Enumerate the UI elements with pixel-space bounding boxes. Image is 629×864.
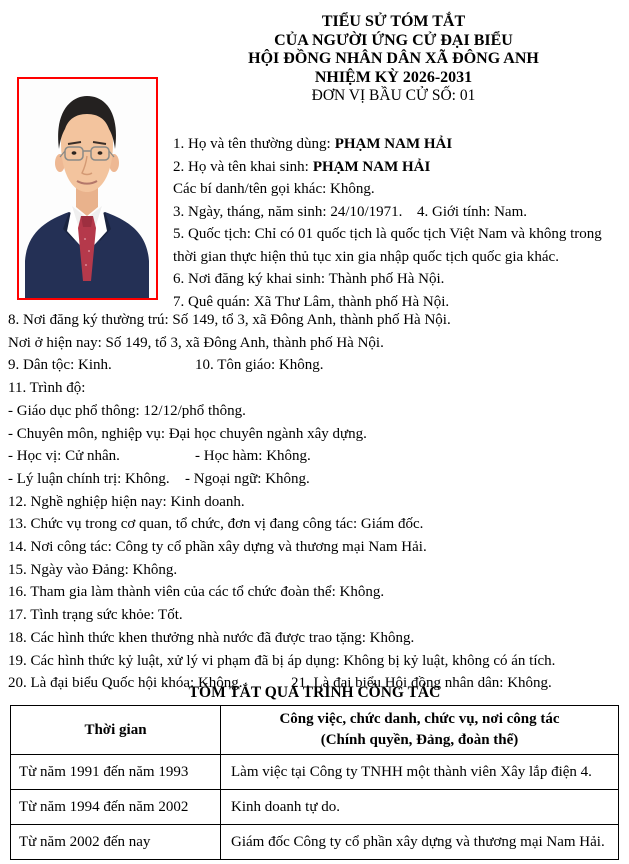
field-discipline: 19. Các hình thức kỷ luật, xử lý vi phạm đã bị áp dụng: Không bị kỷ luật, không có án tích.: [8, 652, 556, 669]
field-edu-academic-title: - Học hàm: Không.: [195, 448, 311, 465]
document-header: [158, 13, 629, 106]
field-ethnicity: 9. Dân tộc: Kinh.: [8, 357, 112, 374]
career-col-work-header-line1: Công việc, chức danh, chức vụ, nơi công tác: [279, 711, 560, 727]
career-summary-title: TÓM TẮT QUÁ TRÌNH CÔNG TÁC: [188, 684, 441, 701]
field-edu-foreign-language: - Ngoại ngữ: Không.: [185, 470, 310, 487]
candidate-portrait-illustration: [19, 79, 156, 298]
field-health: 17. Tình trạng sức khỏe: Tốt.: [8, 607, 183, 624]
field-name-birth-label: 2. Họ và tên khai sinh:: [173, 158, 309, 175]
career-table-header-row: [11, 706, 619, 755]
field-gender: 4. Giới tính: Nam.: [417, 203, 528, 220]
field-peoples-council: 21. Là đại biểu Hội đồng nhân dân: Không.: [291, 675, 552, 692]
field-edu-degree: - Học vị: Cử nhân.: [8, 448, 120, 465]
field-name-common-value: PHẠM NAM HẢI: [334, 136, 453, 152]
career-col-work-header: [221, 706, 619, 755]
field-nationality: 5. Quốc tịch: Chỉ có 01 quốc tịch là quốc tịch Việt Nam và không trong thời gian thực hiện thủ tục xin gia nhập quốc tịch quốc gia khác.: [173, 226, 602, 265]
career-row-3-work: Giám đốc Công ty cổ phần xây dựng và thương mại Nam Hải.: [221, 825, 619, 860]
field-permanent-residence: 8. Nơi đăng ký thường trú: Số 149, tổ 3, xã Đông Anh, thành phố Hà Nội.: [8, 312, 451, 328]
personal-info-full-width: [8, 309, 626, 695]
career-row-2-time: Từ năm 1994 đến năm 2002: [11, 790, 221, 825]
field-name-birth: [173, 156, 629, 179]
field-workplace: 14. Nơi công tác: Công ty cổ phần xây dựng và thương mại Nam Hải.: [8, 539, 427, 556]
career-summary-table: [10, 705, 619, 860]
personal-info-beside-photo: [173, 133, 629, 313]
field-party-join-date: 15. Ngày vào Đảng: Không.: [8, 561, 178, 578]
election-unit-line: ĐƠN VỊ BẦU CỬ SỐ: 01: [311, 87, 476, 104]
field-edu-politics-language: [8, 468, 626, 491]
field-current-residence: Nơi ở hiện nay: Số 149, tổ 3, xã Đông Anh, thành phố Hà Nội.: [8, 334, 384, 351]
field-birth-registration: 6. Nơi đăng ký khai sinh: Thành phố Hà Nội.: [173, 271, 445, 287]
header-title-line-1: TIỂU SỬ TÓM TẮT: [321, 13, 466, 30]
field-edu-degree-title: [8, 445, 626, 468]
career-col-time-header: Thời gian: [11, 706, 221, 755]
field-state-awards: 18. Các hình thức khen thưởng nhà nước đã được trao tặng: Không.: [8, 629, 415, 646]
candidate-photo: [17, 77, 158, 300]
career-row-1-time: Từ năm 1991 đến năm 1993: [11, 755, 221, 790]
table-row: [11, 755, 619, 790]
career-row-2-work: Kinh doanh tự do.: [221, 790, 619, 825]
field-alias: Các bí danh/tên gọi khác: Không.: [173, 181, 375, 197]
table-row: [11, 825, 619, 860]
field-name-birth-value: PHẠM NAM HẢI: [312, 158, 431, 175]
field-dob: 3. Ngày, tháng, năm sinh: 24/10/1971.: [173, 203, 403, 220]
header-title-line-4: NHIỆM KỲ 2026-2031: [314, 68, 473, 86]
field-edu-political-theory: - Lý luận chính trị: Không.: [8, 470, 170, 487]
field-name-common: [173, 133, 629, 156]
field-ethnicity-religion: [8, 354, 626, 377]
field-edu-professional: - Chuyên môn, nghiệp vụ: Đại học chuyên ngành xây dựng.: [8, 425, 367, 442]
field-religion: 10. Tôn giáo: Không.: [195, 357, 324, 374]
header-title-line-3: HỘI ĐỒNG NHÂN DÂN XÃ ĐÔNG ANH: [248, 50, 539, 67]
field-position: 13. Chức vụ trong cơ quan, tổ chức, đơn vị đang công tác: Giám đốc.: [8, 516, 424, 533]
field-education-heading: 11. Trình độ:: [8, 380, 86, 397]
table-row: [11, 790, 619, 825]
career-col-work-header-line2: (Chính quyền, Đảng, đoàn thể): [320, 732, 519, 748]
field-edu-general: - Giáo dục phổ thông: 12/12/phổ thông.: [8, 402, 246, 419]
header-title-line-2: CỦA NGƯỜI ỨNG CỬ ĐẠI BIỂU: [274, 31, 513, 49]
field-hometown: 7. Quê quán: Xã Thư Lâm, thành phố Hà Nội.: [173, 293, 450, 310]
field-org-membership: 16. Tham gia làm thành viên của các tổ chức đoàn thể: Không.: [8, 584, 385, 601]
field-dob-gender: [173, 201, 629, 224]
field-name-common-label: 1. Họ và tên thường dùng:: [173, 136, 331, 152]
career-row-1-work: Làm việc tại Công ty TNHH một thành viên Xây lắp điện 4.: [221, 755, 619, 790]
field-national-assembly: 20. Là đại biểu Quốc hội khóa: Không.: [8, 675, 243, 692]
career-row-3-time: Từ năm 2002 đến nay: [11, 825, 221, 860]
field-occupation: 12. Nghề nghiệp hiện nay: Kinh doanh.: [8, 493, 245, 510]
